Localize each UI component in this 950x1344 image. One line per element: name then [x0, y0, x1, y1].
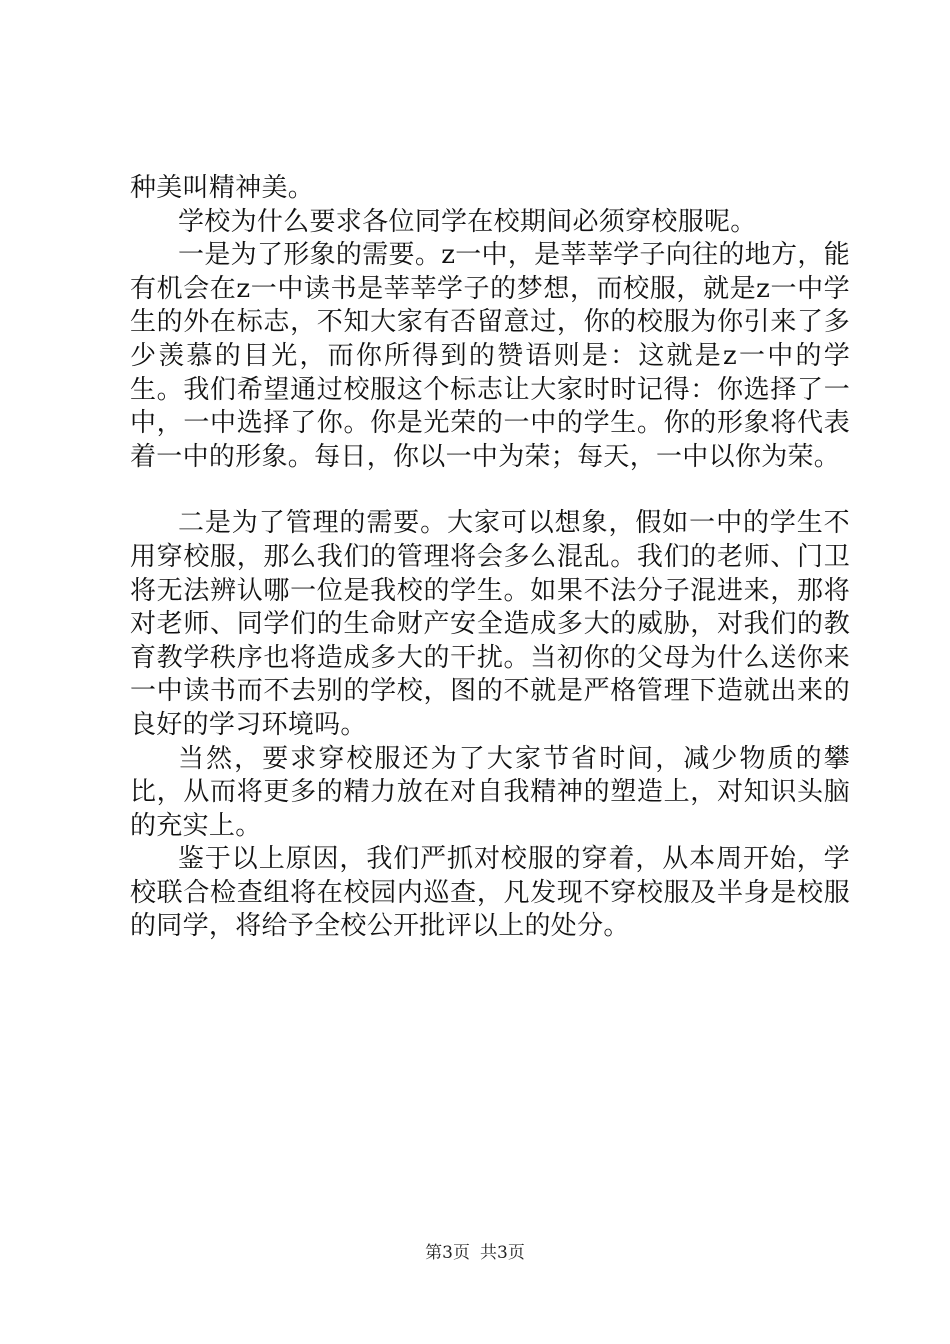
paragraph-image-reason: 一是为了形象的需要。z一中，是莘莘学子向往的地方，能有机会在z一中读书是莘莘学子的梦想，而校服，就是z一中学生的外在标志，不知大家有否留意过，你的校服为你引来了多少羡慕的目光，而你所得到的赞语则是：这就是z一中的学生。我们希望通过校服这个标志让大家时时记得：你选择了一中，一中选择了你。你是光荣的一中的学生。你的形象将代表着一中的形象。每日，你以一中为荣；每天，一中以你为荣。: [130, 240, 850, 472]
document-body: [130, 172, 850, 944]
paragraph-time-saving: 当然，要求穿校服还为了大家节省时间，减少物质的攀比，从而将更多的精力放在对自我精神的塑造上，对知识头脑的充实上。: [130, 743, 850, 841]
paragraph-management-reason: 二是为了管理的需要。大家可以想象，假如一中的学生不用穿校服，那么我们的管理将会多么混乱。我们的老师、门卫将无法辨认哪一位是我校的学生。如果不法分子混进来，那将对老师、同学们的生命财产安全造成多大的威胁，对我们的教育教学秩序也将造成多大的干扰。当初你的父母为什么送你来一中读书而不去别的学校，图的不就是严格管理下造就出来的良好的学习环境吗。: [130, 508, 850, 740]
paragraph-question: 学校为什么要求各位同学在校期间必须穿校服呢。: [178, 206, 757, 237]
paragraph-conclusion: 鉴于以上原因，我们严抓对校服的穿着，从本周开始，学校联合检查组将在校园内巡查，凡发现不穿校服及半身是校服的同学，将给予全校公开批评以上的处分。: [130, 844, 850, 942]
page-number-current: 第3页: [425, 1243, 470, 1263]
page-number-total: 共3页: [480, 1243, 525, 1263]
paragraph-continuation: 种美叫精神美。: [130, 173, 315, 203]
page-footer: [0, 1241, 950, 1265]
